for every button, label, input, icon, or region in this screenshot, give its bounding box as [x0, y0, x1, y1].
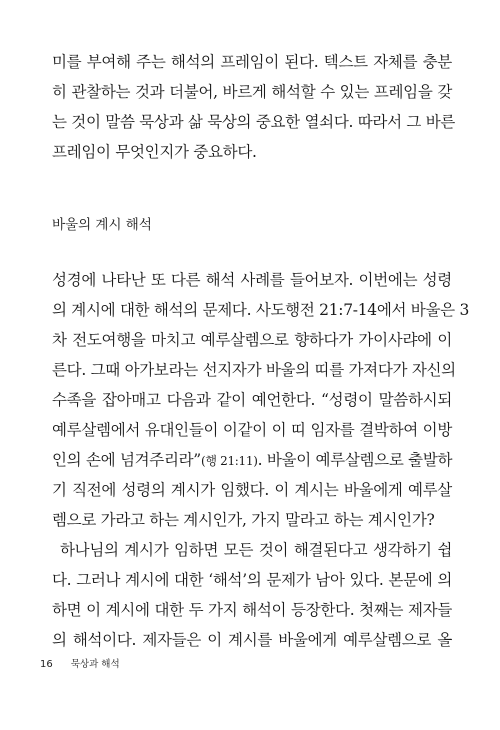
body-text-line: 프레임이 무엇인지가 중요하다.	[52, 143, 257, 161]
body-text-line: 차 전도여행을 마치고 예루살렘으로 향하다가 가이사랴에 이	[52, 331, 452, 349]
body-text-line: 다. 그러나 계시에 대한 ‘해석’의 문제가 남아 있다. 본문에 의	[52, 571, 452, 589]
body-text-line: 는 것이 말씀 묵상과 삶 묵상의 중요한 열쇠다. 따라서 그 바른	[52, 113, 456, 131]
body-text-line: 히 관찰하는 것과 더불어, 바르게 해석할 수 있는 프레임을 갖	[52, 83, 452, 101]
running-title: 묵상과 해석	[70, 659, 120, 670]
body-text-line: 수족을 잡아매고 다음과 같이 예언한다. “성령이 말씀하시되	[52, 391, 452, 409]
body-text-line: 렘으로 가라고 하는 계시인가, 가지 말라고 하는 계시인가?	[52, 511, 435, 529]
section-heading: 바울의 계시 해석	[52, 217, 152, 233]
body-text-line: 예루살렘에서 유대인들이 이같이 이 띠 임자를 결박하여 이방	[52, 421, 452, 439]
scripture-citation: (행 21:11)	[200, 454, 258, 468]
body-text-line: 미를 부여해 주는 해석의 프레임이 된다. 텍스트 자체를 충분	[52, 53, 452, 71]
page-footer	[40, 656, 120, 670]
body-text-line: 성경에 나타난 또 다른 해석 사례를 들어보자. 이번에는 성령	[52, 271, 452, 289]
body-text-line: 기 직전에 성령의 계시가 임했다. 이 계시는 바울에게 예루살	[52, 481, 452, 499]
body-text-fragment: . 바울이 예루살렘으로 출발하	[257, 451, 453, 469]
page-number: 16	[40, 659, 53, 670]
body-text-line: 하면 이 계시에 대한 두 가지 해석이 등장한다. 첫째는 제자들	[52, 601, 452, 619]
body-text-line	[52, 450, 452, 471]
body-text-line: 의 계시에 대한 해석의 문제다. 사도행전 21:7-14에서 바울은 3	[52, 301, 470, 319]
body-text-line: 하나님의 계시가 임하면 모든 것이 해결된다고 생각하기 쉽	[60, 541, 452, 559]
body-text-line: 른다. 그때 아가보라는 선지자가 바울의 띠를 가져다가 자신의	[52, 361, 456, 379]
quotation-text: 인의 손에 넘겨주리라”	[52, 451, 201, 469]
body-text-line: 의 해석이다. 제자들은 이 계시를 바울에게 예루살렘으로 올	[52, 631, 452, 649]
